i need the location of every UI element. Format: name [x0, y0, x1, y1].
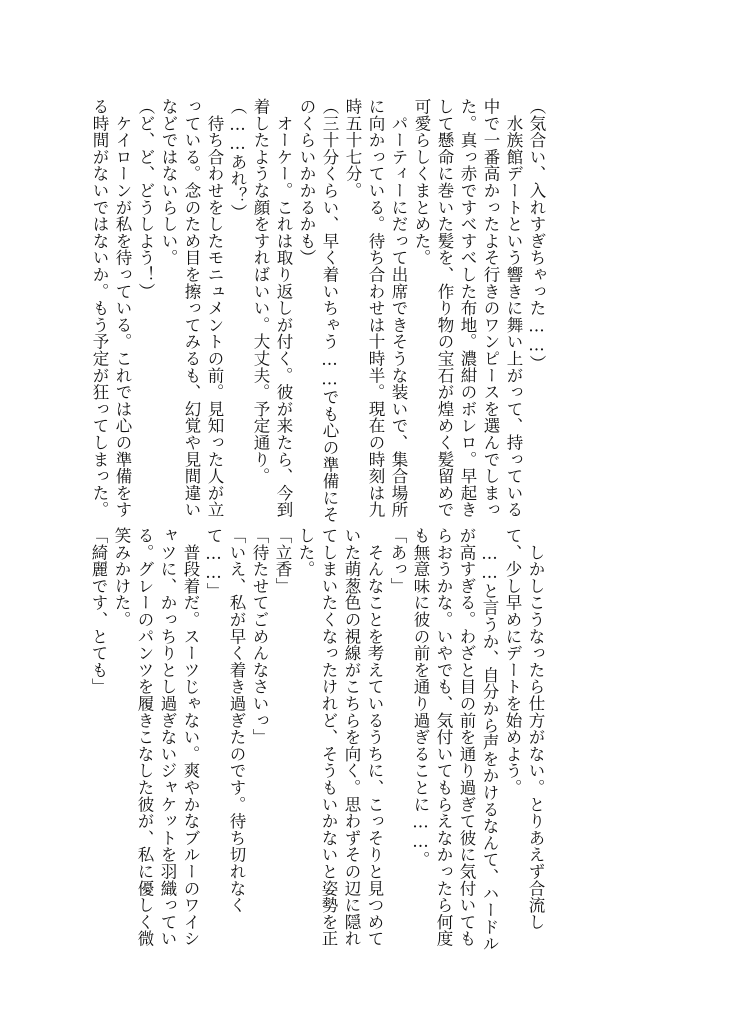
text-line: パーティーにだって出席できそうな装いで、集合場所 — [389, 98, 408, 518]
text-line: いた萌葱色の視線がこちらを向く。思わずその辺に隠れ — [342, 527, 361, 947]
bottom-text-block — [87, 527, 547, 952]
text-line: た。真っ赤ですべすべした布地。濃紺のボレロ。早起き — [458, 98, 477, 518]
text-line: 「綺麗です、とても」 — [89, 527, 108, 695]
text-line: に向かっている。待ち合わせは十時半。現在の時刻は九 — [366, 98, 385, 518]
top-text-block — [88, 98, 548, 523]
text-line: （三十分くらい、早く着いちゃう……でも心の準備にそ — [320, 98, 339, 523]
text-line: も無意味に彼の前を通り過ぎることに……。 — [411, 527, 430, 868]
text-line: る時間がないではないか。もう予定が狂ってしまった。 — [90, 98, 109, 518]
text-line: っている。念のため目を擦ってみるも、幻覚や見間違い — [182, 98, 201, 518]
text-line: などではないらしい。 — [159, 98, 178, 266]
text-line: 水族館デートという響きに舞い上がって、持っている — [504, 98, 523, 518]
text-line: る。グレーのパンツを履きこなした彼が、私に優しく微 — [135, 527, 154, 947]
text-line: らおうかな。いやでも、気付いてもらえなかったら何度 — [434, 527, 453, 947]
text-line: 笑みかけた。 — [112, 527, 131, 628]
text-line: てしまいたくなったけれど、そうもいかないと姿勢を正 — [319, 527, 338, 947]
text-line: 「待たせてごめんなさいっ」 — [250, 527, 269, 746]
text-line: て……」 — [204, 527, 223, 600]
text-line: 中で一番高かったよそ行きのワンピースを選んでしまっ — [481, 98, 500, 518]
text-line: 「いえ、私が早く着き過ぎたのです。待ち切れなく — [227, 527, 246, 914]
text-line: 「あっ」 — [388, 527, 407, 595]
text-line: して懸命に巻いた髪を、作り物の宝石が煌めく髪留めで — [435, 98, 454, 518]
text-line: 時五十七分。 — [343, 98, 362, 199]
text-line: て、少し早めにデートを始めよう。 — [503, 527, 522, 796]
text-line: ケイローンが私を待っている。これでは心の準備をす — [113, 98, 132, 518]
text-line: そんなことを考えているうちに、こっそりと見つめて — [365, 527, 384, 947]
text-line: 「立香」 — [273, 527, 292, 595]
text-line: 着したような顔をすればいい。大丈夫。予定通り。 — [251, 98, 270, 485]
text-line: のくらいかかるかも） — [297, 98, 316, 266]
text-line: （……あれ？） — [228, 98, 247, 221]
text-line: ……と言うか、自分から声をかけるなんて、ハードル — [480, 527, 499, 952]
text-line: しかしこうなったら仕方がない。とりあえず合流し — [526, 527, 545, 931]
text-line: 可愛らしくまとめた。 — [412, 98, 431, 266]
text-line: 普段着だ。スーツじゃない。爽やかなブルーのワイシ — [181, 527, 200, 947]
text-line: した。 — [296, 527, 315, 578]
text-line: 待ち合わせをしたモニュメントの前。見知った人が立 — [205, 98, 224, 518]
text-line: ャツに、かっちりとし過ぎないジャケットを羽織ってい — [158, 527, 177, 947]
text-line: （ど、ど、どうしよう！） — [136, 98, 155, 300]
text-line: オーケー。これは取り返しが付く。彼が来たら、今到 — [274, 98, 293, 518]
text-line: （気合い、入れすぎちゃった……） — [527, 98, 546, 372]
text-line: が高すぎる。わざと目の前を通り過ぎて彼に気付いても — [457, 527, 476, 947]
